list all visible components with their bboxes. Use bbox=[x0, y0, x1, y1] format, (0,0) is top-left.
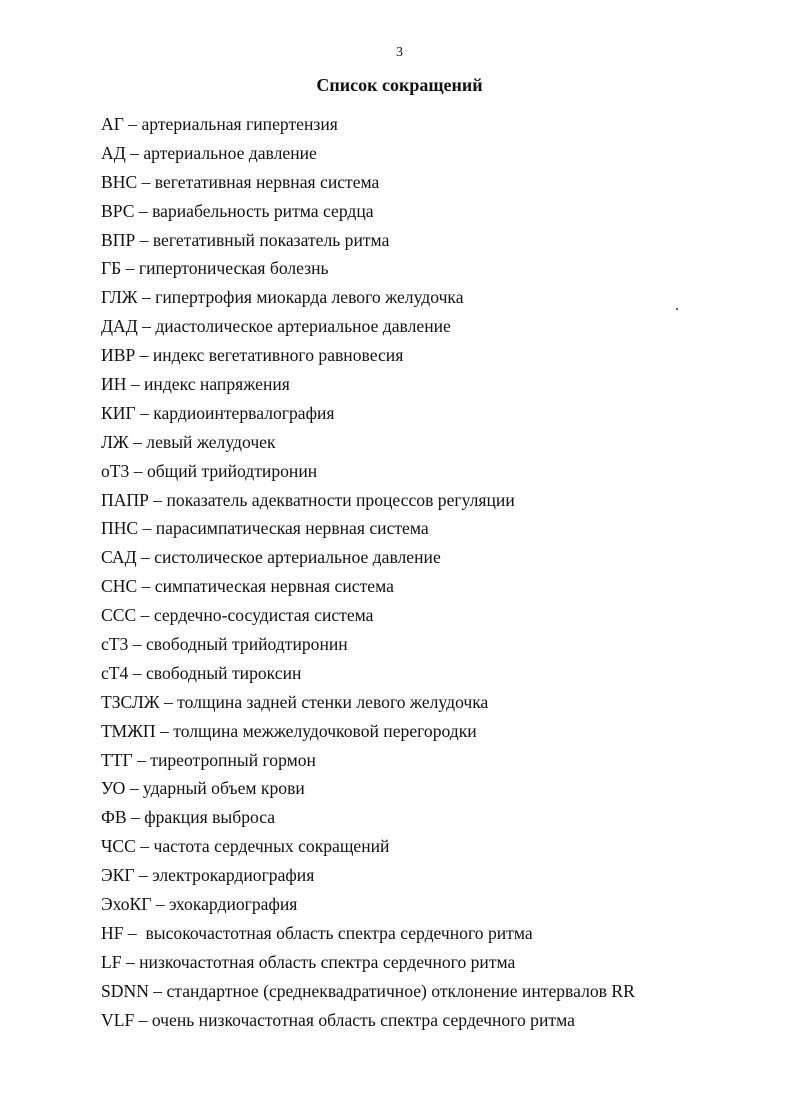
abbreviation-separator: – bbox=[136, 605, 154, 626]
page-title: Список сокращений bbox=[316, 75, 483, 95]
abbreviation-term: ДАД bbox=[101, 316, 138, 337]
abbreviation-meaning: ударный объем крови bbox=[142, 778, 305, 799]
abbreviation-term: ФВ bbox=[101, 807, 127, 828]
abbreviation-separator: – bbox=[148, 980, 167, 1001]
abbreviation-item bbox=[101, 428, 781, 457]
abbreviation-term: КИГ bbox=[101, 402, 136, 423]
abbreviation-item bbox=[101, 139, 781, 168]
abbreviation-meaning: артериальная гипертензия bbox=[141, 114, 338, 134]
abbreviation-separator: – bbox=[121, 258, 139, 279]
abbreviation-item bbox=[101, 774, 781, 803]
abbreviation-term: ЛЖ bbox=[101, 431, 129, 452]
abbreviation-separator: – bbox=[138, 518, 156, 539]
abbreviation-separator: – bbox=[135, 402, 154, 423]
abbreviation-item bbox=[101, 601, 781, 630]
abbreviation-separator: – bbox=[137, 316, 156, 337]
abbreviation-term: ВНС bbox=[101, 171, 138, 192]
abbreviation-meaning: высокочастотная область спектра сердечного ритма bbox=[141, 922, 533, 943]
abbreviation-meaning: левый желудочек bbox=[146, 431, 276, 452]
abbreviation-item bbox=[101, 370, 781, 399]
abbreviation-separator: – bbox=[128, 431, 147, 452]
abbreviation-meaning: систолическое артериальное давление bbox=[154, 547, 441, 568]
abbreviation-item bbox=[101, 226, 781, 255]
abbreviation-item bbox=[101, 110, 781, 139]
abbreviation-meaning: кардиоинтервалография bbox=[153, 402, 335, 423]
abbreviation-item bbox=[101, 659, 781, 688]
abbreviation-separator: – bbox=[135, 229, 153, 250]
page-number: 3 bbox=[396, 45, 403, 60]
abbreviation-separator: – bbox=[135, 345, 153, 366]
abbreviation-item bbox=[101, 861, 781, 890]
abbreviation-term: ВРС bbox=[101, 200, 135, 221]
abbreviation-item bbox=[101, 457, 781, 486]
abbreviation-separator: – bbox=[123, 922, 142, 943]
abbreviation-term: ИВР bbox=[101, 345, 136, 366]
abbreviation-meaning: толщина задней стенки левого желудочка bbox=[177, 691, 489, 712]
abbreviation-item bbox=[101, 168, 781, 197]
abbreviation-item bbox=[101, 832, 781, 861]
abbreviation-meaning: фракция выброса bbox=[144, 807, 276, 828]
abbreviation-meaning: гипертрофия миокарда левого желудочка bbox=[155, 287, 464, 308]
abbreviation-meaning: эхокардиография bbox=[169, 894, 298, 915]
abbreviation-term: ТМЖП bbox=[101, 720, 156, 741]
abbreviation-meaning: артериальное давление bbox=[143, 142, 317, 163]
abbreviation-item bbox=[101, 948, 781, 977]
abbreviation-item bbox=[101, 543, 781, 572]
abbreviation-separator: – bbox=[148, 489, 167, 510]
abbreviation-term: СНС bbox=[101, 576, 138, 597]
abbreviation-meaning: вариабельность ритма сердца bbox=[152, 200, 374, 221]
abbreviation-meaning: свободный тироксин bbox=[145, 662, 302, 683]
abbreviation-term: ТТГ bbox=[101, 749, 133, 770]
abbreviation-separator: – bbox=[132, 749, 151, 770]
abbreviation-meaning: вегетативная нервная система bbox=[154, 171, 380, 192]
abbreviation-meaning: частота сердечных сокращений bbox=[153, 836, 390, 857]
abbreviation-term: VLF bbox=[101, 1009, 135, 1030]
abbreviation-meaning: индекс напряжения bbox=[144, 374, 290, 395]
abbreviation-term: оТ3 bbox=[101, 460, 130, 481]
abbreviation-item bbox=[101, 312, 781, 341]
abbreviation-item bbox=[101, 688, 781, 717]
abbreviation-separator: – bbox=[126, 807, 145, 828]
abbreviation-separator: – bbox=[134, 200, 153, 221]
abbreviation-separator: – bbox=[136, 547, 155, 568]
abbreviation-item bbox=[101, 746, 781, 775]
abbreviation-term: САД bbox=[101, 547, 137, 568]
abbreviation-list bbox=[101, 110, 781, 1035]
abbreviation-term: ТЗСЛЖ bbox=[101, 691, 160, 712]
abbreviation-meaning: свободный трийодтиронин bbox=[145, 634, 348, 655]
abbreviation-item bbox=[101, 283, 781, 312]
abbreviation-item bbox=[101, 890, 781, 919]
abbreviation-separator: – bbox=[121, 951, 140, 972]
abbreviation-meaning: толщина межжелудочковой перегородки bbox=[173, 720, 477, 741]
abbreviation-separator: – bbox=[155, 720, 174, 741]
abbreviation-meaning: показатель адекватности процессов регуляции bbox=[166, 489, 515, 510]
abbreviation-item bbox=[101, 717, 781, 746]
abbreviation-term: ПНС bbox=[101, 518, 139, 539]
abbreviation-term: ЧСС bbox=[101, 836, 136, 857]
abbreviation-term: ЭКГ bbox=[101, 865, 135, 886]
abbreviation-item bbox=[101, 572, 781, 601]
abbreviation-meaning: тиреотропный гормон bbox=[150, 749, 316, 770]
abbreviation-term: ССС bbox=[101, 605, 137, 626]
abbreviation-term: АГ bbox=[101, 114, 124, 134]
abbreviation-meaning: низкочастотная область спектра сердечного ритма bbox=[139, 951, 516, 972]
abbreviation-separator: – bbox=[129, 460, 147, 481]
abbreviation-meaning: стандартное (среднеквадратичное) отклонение интервалов RR bbox=[166, 980, 635, 1001]
abbreviation-term: сТ3 bbox=[101, 634, 129, 655]
abbreviation-separator: – bbox=[125, 778, 143, 799]
abbreviation-item bbox=[101, 919, 781, 948]
abbreviation-meaning: общий трийодтиронин bbox=[146, 460, 318, 481]
abbreviation-term: АД bbox=[101, 142, 126, 163]
abbreviation-item bbox=[101, 977, 781, 1006]
abbreviation-item bbox=[101, 197, 781, 226]
abbreviation-separator: – bbox=[151, 894, 170, 915]
abbreviation-term: ГЛЖ bbox=[101, 287, 138, 308]
abbreviation-term: сТ4 bbox=[101, 662, 129, 683]
abbreviation-separator: – bbox=[123, 114, 142, 134]
abbreviation-separator: – bbox=[134, 865, 153, 886]
abbreviation-separator: – bbox=[128, 662, 146, 683]
abbreviation-separator: – bbox=[159, 691, 178, 712]
abbreviation-separator: – bbox=[128, 634, 146, 655]
abbreviation-meaning: парасимпатическая нервная система bbox=[155, 518, 429, 539]
abbreviation-item bbox=[101, 486, 781, 515]
abbreviation-separator: – bbox=[137, 287, 156, 308]
abbreviation-separator: – bbox=[135, 836, 154, 857]
abbreviation-term: HF bbox=[101, 922, 124, 943]
abbreviation-separator: – bbox=[126, 374, 145, 395]
abbreviation-item bbox=[101, 803, 781, 832]
abbreviation-separator: – bbox=[125, 142, 144, 163]
abbreviation-term: УО bbox=[101, 778, 126, 799]
abbreviation-term: LF bbox=[101, 951, 122, 972]
abbreviation-meaning: электрокардиография bbox=[152, 865, 315, 886]
abbreviation-meaning: диастолическое артериальное давление bbox=[155, 316, 451, 337]
abbreviation-term: ИН bbox=[101, 374, 127, 395]
abbreviation-meaning: сердечно-сосудистая система bbox=[153, 605, 374, 626]
abbreviation-meaning: симпатическая нервная система bbox=[154, 576, 394, 597]
abbreviation-item bbox=[101, 514, 781, 543]
abbreviation-meaning: индекс вегетативного равновесия bbox=[152, 345, 404, 366]
abbreviation-meaning: очень низкочастотная область спектра сердечного ритма bbox=[151, 1009, 575, 1030]
abbreviation-term: SDNN bbox=[101, 980, 149, 1001]
abbreviation-term: ПАПР bbox=[101, 489, 149, 510]
abbreviation-meaning: гипертоническая болезнь bbox=[138, 258, 329, 279]
abbreviation-item bbox=[101, 630, 781, 659]
abbreviation-separator: – bbox=[137, 171, 155, 192]
abbreviation-term: ГБ bbox=[101, 258, 122, 279]
abbreviation-item bbox=[101, 341, 781, 370]
abbreviation-term: ВПР bbox=[101, 229, 136, 250]
abbreviation-meaning: вегетативный показатель ритма bbox=[152, 229, 390, 250]
abbreviation-separator: – bbox=[134, 1009, 152, 1030]
abbreviation-term: ЭхоКГ bbox=[101, 894, 152, 915]
abbreviation-separator: – bbox=[137, 576, 155, 597]
abbreviation-item bbox=[101, 254, 781, 283]
scan-speck bbox=[676, 308, 678, 310]
abbreviation-item bbox=[101, 399, 781, 428]
abbreviation-item bbox=[101, 1006, 781, 1035]
